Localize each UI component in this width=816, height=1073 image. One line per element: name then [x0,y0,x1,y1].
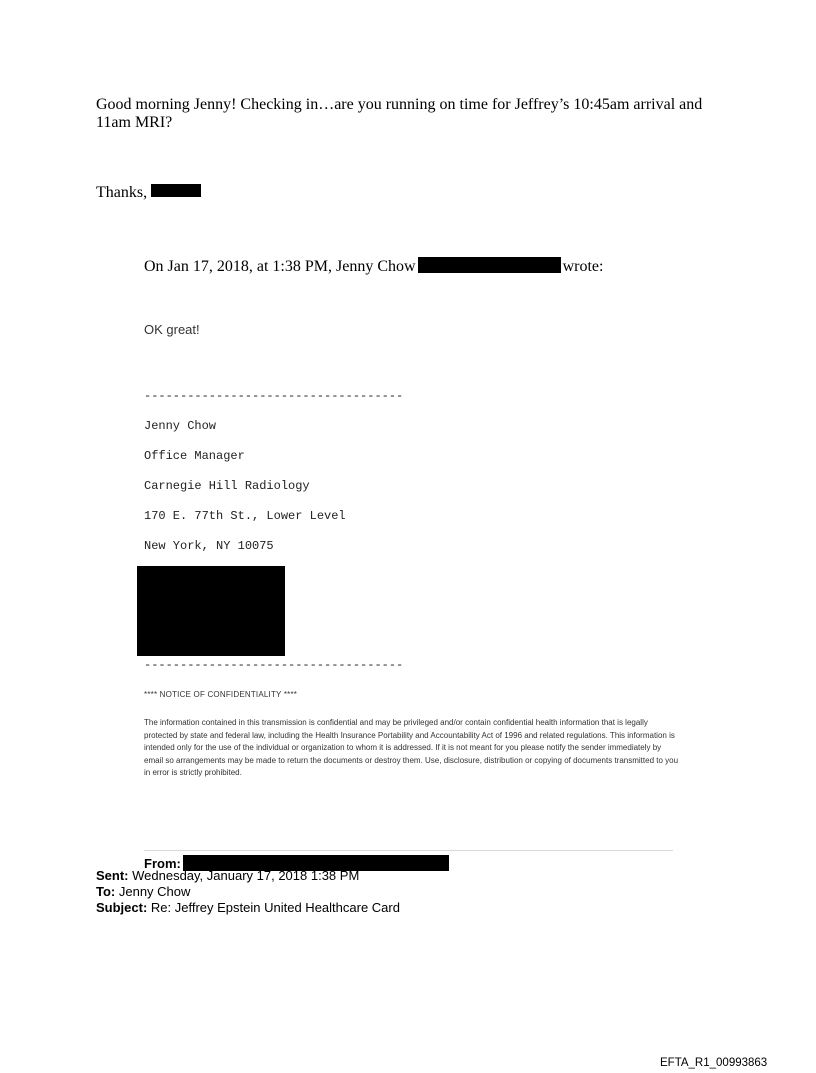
header-divider [144,850,673,851]
redaction-block [137,566,285,656]
to-label: To: [96,884,116,899]
from-label: From: [144,856,181,871]
subject-label: Subject: [96,900,148,915]
to-value: Jenny Chow [115,884,191,899]
email-greeting: Good morning Jenny! Checking in…are you running on time for Jeffrey’s 10:45am arrival and 11am MRI? [96,96,703,131]
signature-city: New York, NY 10075 [144,539,274,553]
quote-header-suffix: wrote: [562,258,604,275]
signature-divider: ------------------------------------ [144,658,404,672]
signature-organization: Carnegie Hill Radiology [144,479,310,493]
signoff-text: Thanks, [96,184,148,201]
confidentiality-notice-title: **** NOTICE OF CONFIDENTIALITY **** [144,690,298,699]
to-line [96,884,190,900]
signature-divider: ------------------------------------ [144,389,404,403]
email-signoff [96,184,201,202]
quote-header-prefix: On Jan 17, 2018, at 1:38 PM, Jenny Chow [144,258,416,275]
signature-name: Jenny Chow [144,419,217,433]
document-id: EFTA_R1_00993863 [660,1057,768,1069]
signature-title: Office Manager [144,449,245,463]
confidentiality-notice-body: The information contained in this transmission is confidential and may be privileged and/or contain confidential health information that is legally protected by state and federal law, including the Health Insurance Portability and Accountability Act of 1996 and related regulations. This information is intended only for the use of the individual or organization to whom it is addressed. If it is not meant for you please notify the sender immediately by email so arrangements may be made to return the documents or destroy them. Use, disclosure, distribution or copying of documents transmitted to you in error is strictly prohibited. [144,718,679,778]
quoted-message-body: OK great! [144,322,200,337]
redaction-block [418,257,561,273]
sent-line [96,868,359,884]
signature-street: 170 E. 77th St., Lower Level [144,509,346,523]
quoted-reply-header [144,255,603,276]
subject-line [96,900,400,916]
sent-label: Sent: [96,868,129,883]
sent-value: Wednesday, January 17, 2018 1:38 PM [128,868,360,883]
redaction-block [151,184,201,197]
subject-value: Re: Jeffrey Epstein United Healthcare Card [147,900,400,915]
